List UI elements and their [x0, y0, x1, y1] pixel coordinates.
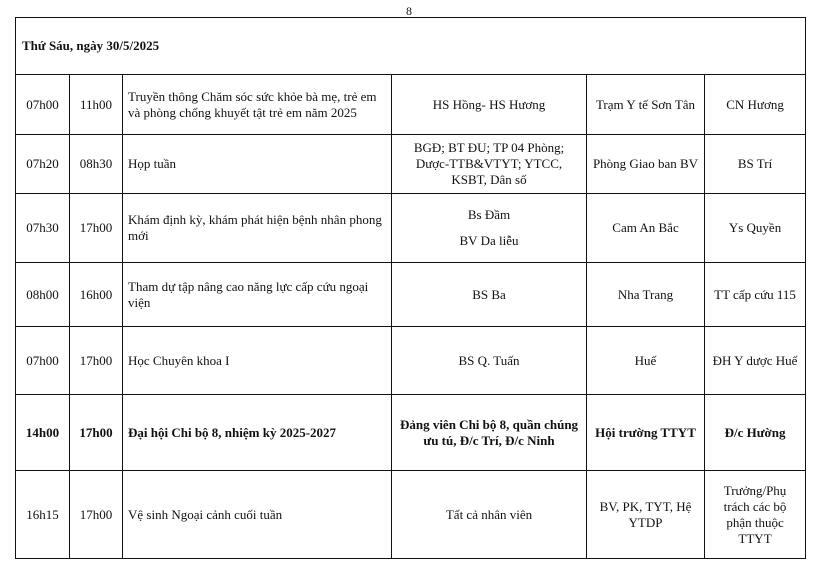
end-time: 17h00 [70, 471, 123, 559]
end-time: 11h00 [70, 75, 123, 135]
table-row [16, 471, 806, 559]
location: Huế [587, 327, 705, 395]
start-time: 14h00 [16, 395, 70, 471]
table-row [16, 327, 806, 395]
day-header: Thứ Sáu, ngày 30/5/2025 [16, 18, 806, 75]
start-time: 07h00 [16, 75, 70, 135]
table-row [16, 263, 806, 327]
activity-content: Họp tuần [123, 135, 392, 194]
activity-content: Đại hội Chi bộ 8, nhiệm kỳ 2025-2027 [123, 395, 392, 471]
page-number: 8 [406, 4, 412, 18]
location: Trạm Y tế Sơn Tân [587, 75, 705, 135]
day-header-row [16, 18, 806, 75]
location: Cam An Bắc [587, 194, 705, 263]
lead: BS Trí [705, 135, 806, 194]
start-time: 07h30 [16, 194, 70, 263]
activity-content: Tham dự tập nâng cao năng lực cấp cứu ngoại viện [123, 263, 392, 327]
participants: BS Ba [392, 263, 587, 327]
end-time: 08h30 [70, 135, 123, 194]
schedule-table [15, 17, 806, 559]
location: Nha Trang [587, 263, 705, 327]
activity-content: Vệ sinh Ngoại cảnh cuối tuần [123, 471, 392, 559]
location: BV, PK, TYT, Hệ YTDP [587, 471, 705, 559]
participants: BS Q. Tuấn [392, 327, 587, 395]
activity-content: Học Chuyên khoa I [123, 327, 392, 395]
participant-name: Bs Đầm [467, 207, 511, 222]
participant-unit: BV Da liễu [459, 233, 519, 248]
participants: HS Hồng- HS Hương [392, 75, 587, 135]
lead: Đ/c Hường [705, 395, 806, 471]
participants: BGĐ; BT ĐU; TP 04 Phòng; Dược-TTB&VTYT; YTCC, KSBT, Dân số [392, 135, 587, 194]
lead: Ys Quyền [705, 194, 806, 263]
activity-content: Truyền thông Chăm sóc sức khỏe bà mẹ, trẻ em và phòng chống khuyết tật trẻ em năm 2025 [123, 75, 392, 135]
end-time: 17h00 [70, 194, 123, 263]
location: Hội trường TTYT [587, 395, 705, 471]
table-row-highlighted [16, 395, 806, 471]
table-row [16, 75, 806, 135]
table-row [16, 194, 806, 263]
end-time: 17h00 [70, 395, 123, 471]
location: Phòng Giao ban BV [587, 135, 705, 194]
participants: Tất cả nhân viên [392, 471, 587, 559]
end-time: 16h00 [70, 263, 123, 327]
start-time: 16h15 [16, 471, 70, 559]
start-time: 07h20 [16, 135, 70, 194]
end-time: 17h00 [70, 327, 123, 395]
table-row [16, 135, 806, 194]
lead: TT cấp cứu 115 [705, 263, 806, 327]
participants: Đảng viên Chi bộ 8, quần chúng ưu tú, Đ/c Trí, Đ/c Ninh [392, 395, 587, 471]
lead: Trưởng/Phụ trách các bộ phận thuộc TTYT [705, 471, 806, 559]
participants [392, 194, 587, 263]
lead: CN Hương [705, 75, 806, 135]
start-time: 07h00 [16, 327, 70, 395]
activity-content: Khám định kỳ, khám phát hiện bệnh nhân phong mới [123, 194, 392, 263]
lead: ĐH Y dược Huế [705, 327, 806, 395]
start-time: 08h00 [16, 263, 70, 327]
